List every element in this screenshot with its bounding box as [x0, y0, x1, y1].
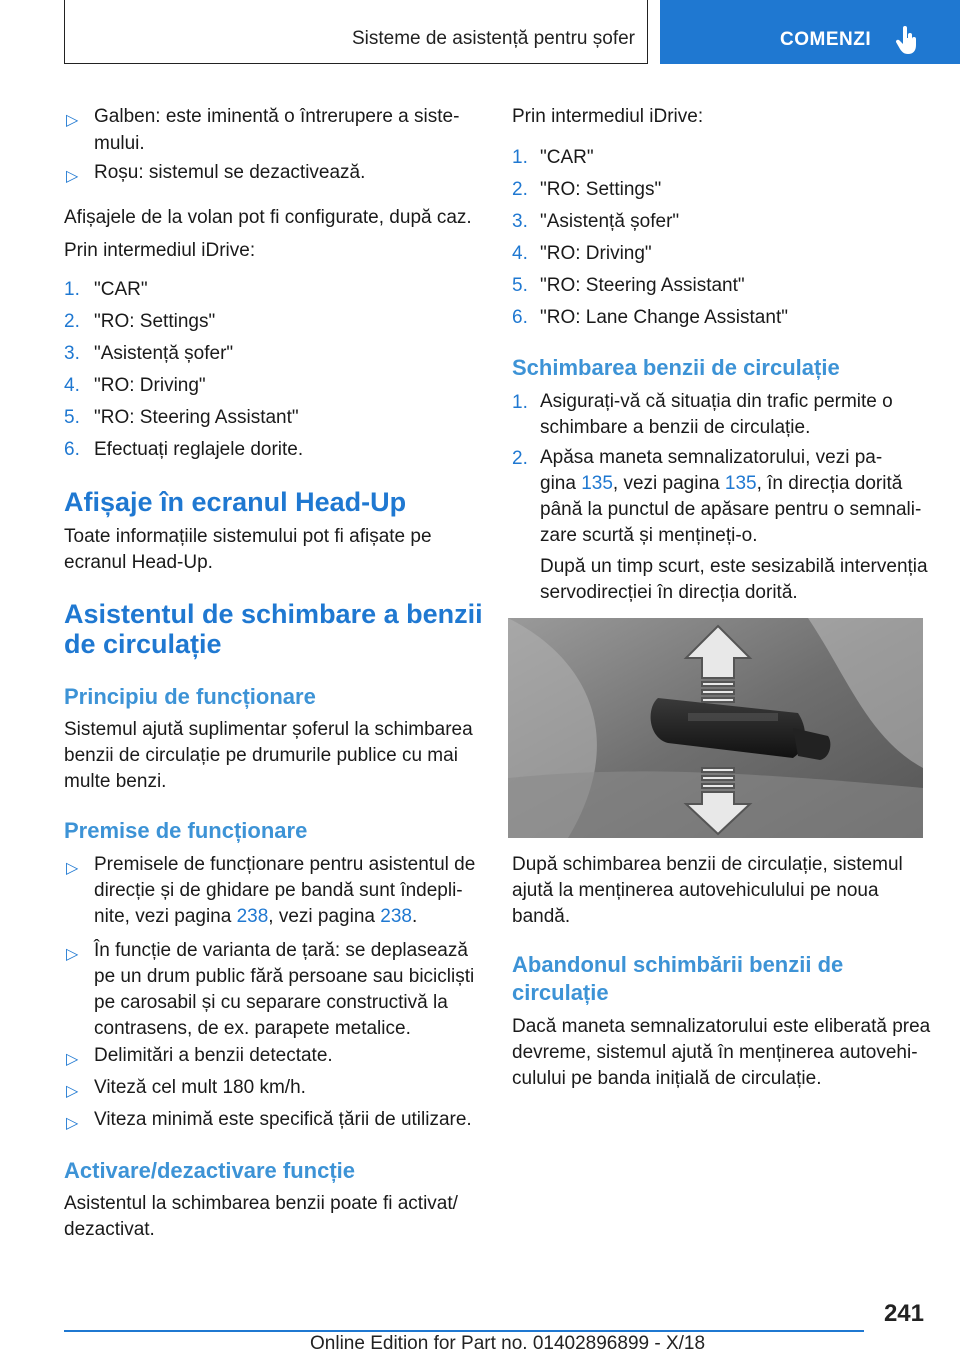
footer-divider	[64, 1330, 864, 1332]
step-number: 3.	[512, 211, 528, 232]
bullet-text: mului.	[94, 133, 145, 154]
page-link[interactable]: 135	[581, 473, 613, 494]
paragraph: culului pe banda inițială de circulație.	[512, 1068, 822, 1089]
paragraph: dezactivat.	[64, 1219, 155, 1240]
paragraph: Dacă maneta semnalizatorului este eliberată prea	[512, 1016, 931, 1037]
step-note: servodirecției în direcția dorită.	[540, 582, 798, 603]
step-text: "RO: Settings"	[540, 179, 662, 200]
step-number: 1.	[512, 147, 528, 168]
step-text: zare scurtă și mențineți-o.	[540, 525, 758, 546]
paragraph: ajută la menținerea autovehiculului pe noua	[512, 880, 879, 901]
step-number: 6.	[64, 439, 80, 460]
paragraph: Prin intermediul iDrive:	[512, 106, 704, 127]
step-number: 3.	[64, 343, 80, 364]
paragraph: bandă.	[512, 906, 571, 927]
step-text: gina 135, vezi pagina 135, în direcția dorită	[540, 473, 903, 494]
bullet-marker: ▷	[66, 1083, 79, 1100]
step-number: 4.	[64, 375, 80, 396]
step-text: schimbare a benzii de circulație.	[540, 417, 811, 438]
bullet-text: Galben: este iminentă o întrerupere a siste-	[94, 106, 460, 127]
step-text: "RO: Lane Change Assistant"	[540, 307, 788, 328]
paragraph: Toate informațiile sistemului pot fi afișate pe	[64, 526, 432, 547]
heading-principle: Principiu de funcționare	[64, 684, 316, 709]
step-text: "RO: Driving"	[94, 375, 206, 396]
bullet-marker: ▷	[66, 112, 79, 129]
bullet-marker: ▷	[66, 946, 79, 963]
paragraph: devreme, sistemul ajută în menținerea autovehi-	[512, 1042, 918, 1063]
bullet-text: În funcție de varianta de țară: se deplasează	[94, 940, 468, 961]
bullet-text: Delimitări a benzii detectate.	[94, 1045, 333, 1066]
heading-abandon: Abandonul schimbării benzii de	[512, 952, 844, 977]
step-text: Asigurați-vă că situația din trafic permite o	[540, 391, 893, 412]
paragraph: Sistemul ajută suplimentar șoferul la schimbarea	[64, 719, 473, 740]
step-number: 2.	[64, 311, 80, 332]
step-text: "Asistență șofer"	[540, 211, 680, 232]
step-number: 5.	[512, 275, 528, 296]
paragraph: Afișajele de la volan pot fi configurate, după caz.	[64, 207, 472, 228]
bullet-text: nite, vezi pagina 238, vezi pagina 238.	[94, 906, 418, 927]
step-number: 6.	[512, 307, 528, 328]
step-text: "RO: Steering Assistant"	[94, 407, 299, 428]
heading-premises: Premise de funcționare	[64, 818, 308, 843]
turn-signal-lever-image	[508, 618, 923, 838]
bullet-text: Viteza minimă este specifică țării de utilizare.	[94, 1109, 472, 1130]
bullet-text: pe carosabil și cu separare constructivă la	[94, 992, 448, 1013]
step-number: 5.	[64, 407, 80, 428]
heading-lane-assist: de circulație	[64, 629, 222, 659]
heading-lane-change: Schimbarea benzii de circulație	[512, 355, 840, 380]
step-text: Efectuați reglajele dorite.	[94, 439, 304, 460]
paragraph: Prin intermediul iDrive:	[64, 240, 256, 261]
header-section-box	[64, 0, 648, 64]
step-text: "Asistență șofer"	[94, 343, 234, 364]
paragraph: multe benzi.	[64, 771, 167, 792]
step-text: "CAR"	[94, 279, 148, 300]
step-text: Apăsa maneta semnalizatorului, vezi pa-	[540, 447, 883, 468]
bullet-marker: ▷	[66, 1115, 79, 1132]
step-text: până la punctul de apăsare pentru o semnali-	[540, 499, 922, 520]
step-text: "RO: Settings"	[94, 311, 216, 332]
bullet-text: direcție și de ghidare pe bandă sunt îndepli-	[94, 880, 463, 901]
step-number: 1.	[64, 279, 80, 300]
bullet-text: pe un drum public fără persoane sau bicicliști	[94, 966, 475, 987]
step-number: 4.	[512, 243, 528, 264]
bullet-text: Premisele de funcționare pentru asistentul de	[94, 854, 476, 875]
footer-edition: Online Edition for Part no. 01402896899 - X/18	[310, 1333, 706, 1354]
paragraph: Asistentul la schimbarea benzii poate fi activat/	[64, 1193, 458, 1214]
heading-activate: Activare/dezactivare funcție	[64, 1158, 356, 1183]
hand-pointer-icon	[896, 26, 920, 56]
step-number: 2.	[512, 448, 528, 469]
step-number: 1.	[512, 392, 528, 413]
bullet-marker: ▷	[66, 860, 79, 877]
step-text: "CAR"	[540, 147, 594, 168]
section-title: Sisteme de asistență pentru șofer	[351, 28, 635, 49]
bullet-marker: ▷	[66, 168, 79, 185]
page-number: 241	[883, 1300, 924, 1327]
paragraph: ecranul Head-Up.	[64, 552, 213, 573]
heading-lane-assist: Asistentul de schimbare a benzii	[64, 599, 483, 629]
heading-headup: Afișaje în ecranul Head-Up	[64, 487, 407, 517]
heading-abandon: circulație	[512, 980, 609, 1005]
page-link[interactable]: 238	[236, 906, 269, 927]
step-text: "RO: Steering Assistant"	[540, 275, 745, 296]
paragraph: După schimbarea benzii de circulație, sistemul	[512, 854, 903, 875]
step-note: După un timp scurt, este sesizabilă intervenția	[540, 556, 928, 577]
bullet-text: Roșu: sistemul se dezactivează.	[94, 162, 366, 183]
step-number: 2.	[512, 179, 528, 200]
step-text: "RO: Driving"	[540, 243, 652, 264]
tab-label: COMENZI	[780, 29, 872, 50]
bullet-text: Viteză cel mult 180 km/h.	[94, 1077, 306, 1098]
page-link[interactable]: 238	[380, 906, 412, 927]
paragraph: benzii de circulație pe drumurile publice cu mai	[64, 745, 458, 766]
bullet-text: contrasens, de ex. parapete metalice.	[94, 1018, 411, 1039]
bullet-marker: ▷	[66, 1051, 79, 1068]
page-link[interactable]: 135	[724, 473, 757, 494]
